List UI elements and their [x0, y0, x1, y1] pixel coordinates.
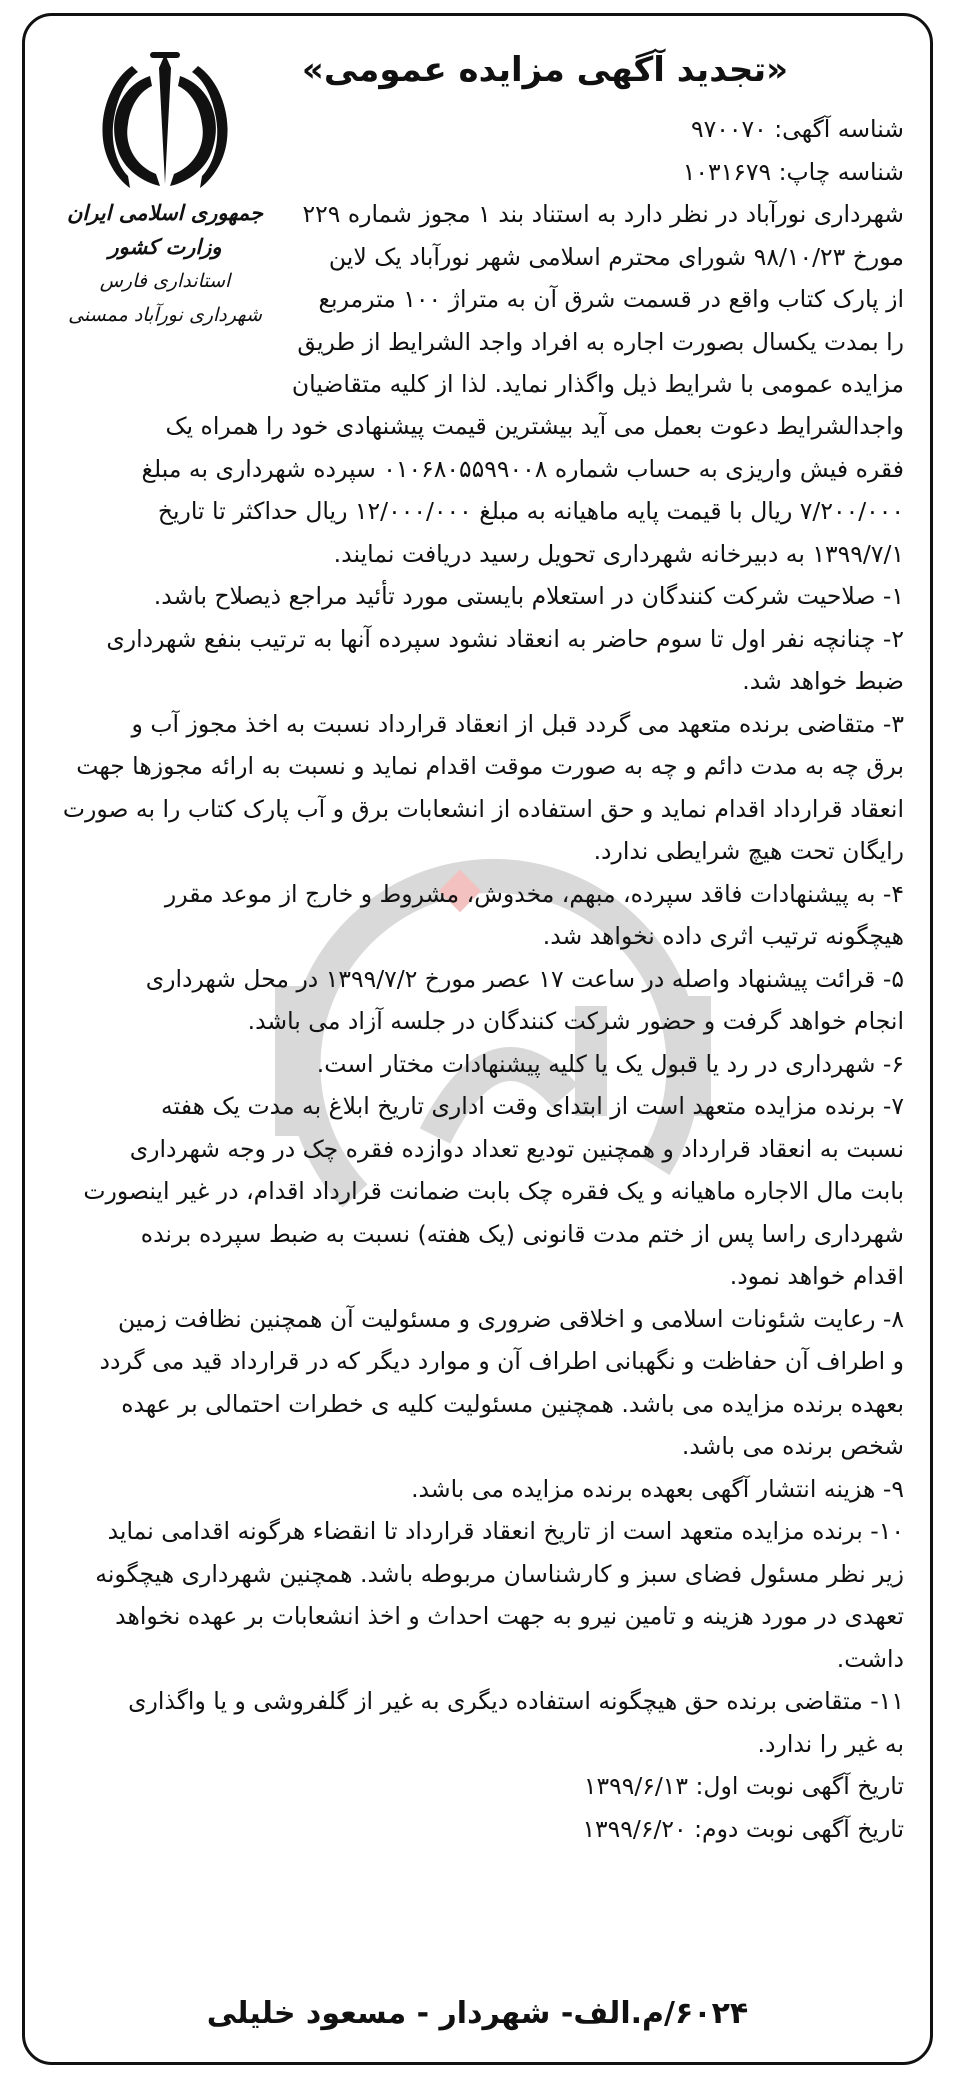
text-line: برق چه به مدت دائم و چه به صورت موقت اقدام نماید و نسبت به ارائه مجوزها جهت — [76, 752, 904, 780]
text-line: ۶- شهرداری در رد یا قبول یک یا کلیه پیشنهادات مختار است. — [316, 1049, 904, 1078]
text-line: ۷/۲۰۰/۰۰۰ ریال با قیمت پایه ماهیانه به مبلغ ۱۲/۰۰۰/۰۰۰ ریال حداکثر تا تاریخ — [157, 497, 904, 525]
header-ids — [284, 108, 904, 193]
text-line: رایگان تحت هیچ شرایطی ندارد. — [593, 837, 904, 865]
print-id: شناسه چاپ: ۱۰۳۱۶۷۹ — [682, 157, 904, 186]
signature-line: ۶۰۲۴/م.الف- شهردار - مسعود خلیلی — [206, 1996, 749, 2031]
text-line: زیر نظر مسئول فضای سبز و کارشناسان مربوطه باشد. همچنین شهرداری هیچگونه — [95, 1559, 904, 1588]
text-line: ۷- برنده مزایده متعهد است از ابتدای وقت اداری تاریخ ابلاغ به مدت یک هفته — [161, 1092, 904, 1120]
text-line: انعقاد قرارداد اقدام نماید و حق استفاده از انشعابات برق و آب پارک کتاب را به صورت — [62, 794, 904, 823]
second-publication-date: تاریخ آگهی نوبت دوم: ۱۳۹۹/۶/۲۰ — [582, 1814, 904, 1843]
text-line: شهرداری نورآباد در نظر دارد به استناد بند ۱ مجوز شماره ۲۲۹ — [302, 200, 904, 228]
emblem-country: جمهوری اسلامی ایران — [66, 200, 264, 225]
text-line: بابت مال الاجاره ماهیانه و یک فقره چک بابت ضمانت قرارداد اقدام، در غیر اینصورت — [83, 1177, 904, 1205]
text-line: شهرداری راسا پس از ختم مدت قانونی (یک هفته) نسبت به ضبط سپرده برنده — [140, 1219, 904, 1248]
notice-id: شناسه آگهی: ۹۷۰۰۷۰ — [691, 115, 904, 143]
emblem-municipality: شهرداری نورآباد ممسنی — [68, 304, 262, 326]
government-emblem — [65, 46, 265, 332]
text-line: ۱۳۹۹/۷/۱ به دبیرخانه شهرداری تحویل رسید دریافت نمایند. — [333, 539, 904, 568]
text-line: را بمدت یکسال بصورت اجاره به افراد واجد الشرایط از طریق — [297, 327, 904, 356]
text-line: مورخ ۹۸/۱۰/۲۳ شورای محترم اسلامی شهر نورآباد یک لاین — [328, 242, 904, 271]
text-line: و اطراف آن حفاظت و نگهبانی اطراف آن و موارد دیگر که در قرارداد قید می گردد — [99, 1347, 904, 1375]
emblem-province: استانداری فارس — [99, 270, 231, 292]
text-line: ۵- قرائت پیشنهاد واصله در ساعت ۱۷ عصر مورخ ۱۳۹۹/۷/۲ در محل شهرداری — [145, 964, 904, 993]
text-line: داشت. — [836, 1644, 904, 1673]
text-line: به غیر را ندارد. — [757, 1729, 904, 1758]
conditions-body — [52, 405, 904, 1850]
text-line: بعهده برنده مزایده می باشد. همچنین مسئولیت کلیه ی خطرات احتمالی بر عهده — [121, 1389, 904, 1418]
text-line: نسبت به انعقاد قرارداد و همچنین تودیع تعداد دوازده فقره چک در وجه شهرداری — [129, 1134, 904, 1163]
text-line: هیچگونه ترتیب اثری داده نخواهد شد. — [542, 922, 904, 950]
text-line: ۱- صلاحیت شرکت کنندگان در استعلام بایستی مورد تأئید مراجع ذیصلاح باشد. — [153, 582, 904, 610]
iran-emblem-icon — [90, 46, 240, 196]
text-line: ۲- چنانچه نفر اول تا سوم حاضر به انعقاد نشود سپرده آنها به ترتیب بنفع شهرداری — [106, 624, 904, 653]
page-title: «تجدید آگهی مزایده عمومی» — [301, 50, 789, 90]
text-line: ۳- متقاضی برنده متعهد می گردد قبل از انعقاد قرارداد نسبت به اخذ مجوز آب و — [131, 709, 904, 738]
emblem-ministry: وزارت کشور — [108, 234, 222, 259]
text-line: ضبط خواهد شد. — [742, 667, 904, 695]
text-line: ۴- به پیشنهادات فاقد سپرده، مبهم، مخدوش، مشروط و خارج از موعد مقرر — [164, 879, 904, 908]
text-line: شخص برنده می باشد. — [681, 1432, 904, 1460]
text-line: تعهدی در مورد هزینه و تامین نیرو به جهت احداث و اخذ انشعابات بر عهده نخواهد — [115, 1602, 904, 1630]
text-line: فقره فیش واریزی به حساب شماره ۰۱۰۶۸۰۵۵۹۹۰۰۸ سپرده شهرداری به مبلغ — [141, 454, 904, 483]
notice-frame — [22, 13, 933, 2065]
text-line: از پارک کتاب واقع در قسمت شرق آن به متراژ ۱۰۰ مترمربع — [318, 285, 904, 313]
text-line: مزایده عمومی با شرایط ذیل واگذار نماید. لذا از کلیه متقاضیان — [291, 370, 904, 398]
text-line: انجام خواهد گرفت و حضور شرکت کنندگان در جلسه آزاد می باشد. — [247, 1007, 904, 1035]
text-line: اقدام خواهد نمود. — [729, 1262, 904, 1290]
text-line: ۸- رعایت شئونات اسلامی و اخلاقی ضروری و مسئولیت آن همچنین نظافت زمین — [118, 1304, 904, 1333]
text-line: ۹- هزینه انتشار آگهی بعهده برنده مزایده می باشد. — [411, 1474, 904, 1503]
first-publication-date: تاریخ آگهی نوبت اول: ۱۳۹۹/۶/۱۳ — [583, 1772, 904, 1800]
intro-paragraph — [284, 193, 904, 406]
text-line: واجدالشرایط دعوت بعمل می آید بیشترین قیمت پیشنهادی خود را همراه یک — [165, 412, 904, 440]
text-line: ۱۱- متقاضی برنده حق هیچگونه استفاده دیگری به غیر از گلفروشی و یا واگذاری — [128, 1687, 904, 1715]
text-line: ۱۰- برنده مزایده متعهد است از تاریخ انعقاد قرارداد تا انقضاء هرگونه اقدامی نماید — [107, 1517, 904, 1545]
